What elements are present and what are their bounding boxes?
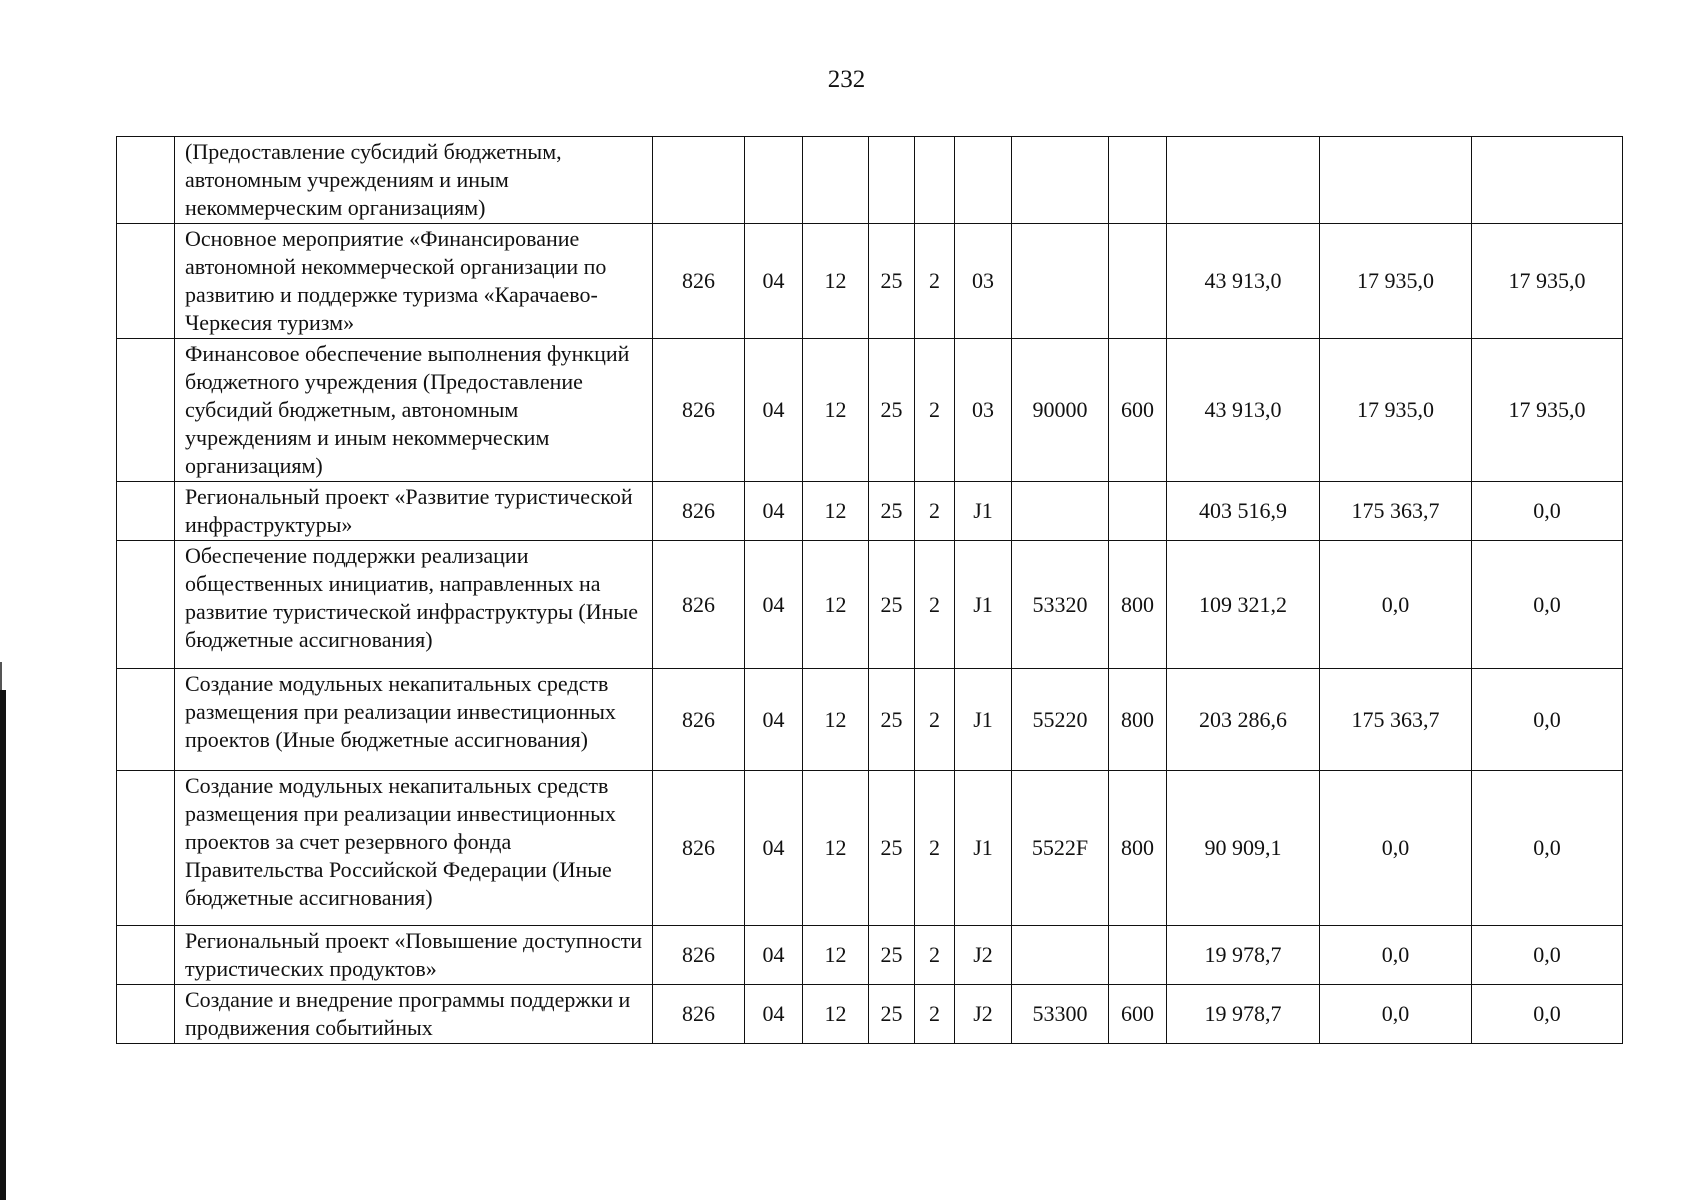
admin-code-cell: 826 xyxy=(653,926,745,985)
direction-code-cell xyxy=(1012,926,1109,985)
subsection-code-cell: 12 xyxy=(803,339,869,482)
program-code-cell: 25 xyxy=(869,926,915,985)
subprogram-code-cell: 2 xyxy=(915,926,955,985)
direction-code-cell: 55220 xyxy=(1012,669,1109,771)
amount-year1-cell: 90 909,1 xyxy=(1167,771,1320,926)
amount-year2-cell: 0,0 xyxy=(1320,985,1472,1044)
amount-year1-cell: 403 516,9 xyxy=(1167,482,1320,541)
row-number-cell xyxy=(117,771,175,926)
amount-year2-cell: 0,0 xyxy=(1320,771,1472,926)
section-code-cell: 04 xyxy=(745,926,803,985)
direction-code-cell xyxy=(1012,137,1109,224)
section-code-cell: 04 xyxy=(745,541,803,669)
event-code-cell: J1 xyxy=(955,669,1012,771)
admin-code-cell: 826 xyxy=(653,669,745,771)
subsection-code-cell: 12 xyxy=(803,541,869,669)
section-code-cell: 04 xyxy=(745,339,803,482)
program-code-cell: 25 xyxy=(869,771,915,926)
subprogram-code-cell: 2 xyxy=(915,771,955,926)
amount-year2-cell: 0,0 xyxy=(1320,541,1472,669)
item-name-cell: Основное мероприятие «Финансирование автономной некоммерческой организации по развитию и поддержке туризма «Карачаево-Черкесия туризм» xyxy=(175,224,653,339)
expense-type-cell: 600 xyxy=(1109,985,1167,1044)
scan-edge-bar xyxy=(0,690,6,1200)
table-row xyxy=(117,926,1623,985)
program-code-cell: 25 xyxy=(869,482,915,541)
item-name-cell: Финансовое обеспечение выполнения функций бюджетного учреждения (Предоставление субсидий бюджетным, автономным учреждениям и иным некоммерческим организациям) xyxy=(175,339,653,482)
row-number-cell xyxy=(117,985,175,1044)
table-row xyxy=(117,669,1623,771)
section-code-cell: 04 xyxy=(745,669,803,771)
row-number-cell xyxy=(117,137,175,224)
section-code-cell: 04 xyxy=(745,771,803,926)
admin-code-cell: 826 xyxy=(653,985,745,1044)
event-code-cell: 03 xyxy=(955,339,1012,482)
expense-type-cell xyxy=(1109,926,1167,985)
item-name-cell: (Предоставление субсидий бюджетным, автономным учреждениям и иным некоммерческим организациям) xyxy=(175,137,653,224)
program-code-cell: 25 xyxy=(869,669,915,771)
amount-year3-cell: 0,0 xyxy=(1472,985,1623,1044)
event-code-cell: J2 xyxy=(955,926,1012,985)
subsection-code-cell: 12 xyxy=(803,482,869,541)
page-number: 232 xyxy=(827,66,866,93)
subprogram-code-cell: 2 xyxy=(915,541,955,669)
scan-edge-mark xyxy=(0,662,2,692)
amount-year1-cell: 19 978,7 xyxy=(1167,985,1320,1044)
event-code-cell: J1 xyxy=(955,771,1012,926)
item-name-cell: Региональный проект «Повышение доступности туристических продуктов» xyxy=(175,926,653,985)
subprogram-code-cell: 2 xyxy=(915,482,955,541)
expense-type-cell: 800 xyxy=(1109,541,1167,669)
section-code-cell: 04 xyxy=(745,985,803,1044)
item-name-cell: Создание модульных некапитальных средств размещения при реализации инвестиционных проектов (Иные бюджетные ассигнования) xyxy=(175,669,653,771)
direction-code-cell xyxy=(1012,224,1109,339)
event-code-cell: 03 xyxy=(955,224,1012,339)
expense-type-cell xyxy=(1109,137,1167,224)
event-code-cell xyxy=(955,137,1012,224)
subprogram-code-cell xyxy=(915,137,955,224)
event-code-cell: J1 xyxy=(955,482,1012,541)
item-name-cell: Создание модульных некапитальных средств размещения при реализации инвестиционных проектов за счет резервного фонда Правительства Российской Федерации (Иные бюджетные ассигнования) xyxy=(175,771,653,926)
row-number-cell xyxy=(117,541,175,669)
subsection-code-cell xyxy=(803,137,869,224)
amount-year2-cell: 175 363,7 xyxy=(1320,482,1472,541)
amount-year3-cell: 0,0 xyxy=(1472,926,1623,985)
subprogram-code-cell: 2 xyxy=(915,985,955,1044)
admin-code-cell: 826 xyxy=(653,482,745,541)
amount-year3-cell: 0,0 xyxy=(1472,482,1623,541)
section-code-cell xyxy=(745,137,803,224)
amount-year3-cell: 0,0 xyxy=(1472,771,1623,926)
amount-year3-cell: 0,0 xyxy=(1472,541,1623,669)
program-code-cell: 25 xyxy=(869,985,915,1044)
table-row xyxy=(117,224,1623,339)
program-code-cell: 25 xyxy=(869,224,915,339)
section-code-cell: 04 xyxy=(745,482,803,541)
admin-code-cell: 826 xyxy=(653,224,745,339)
amount-year1-cell: 19 978,7 xyxy=(1167,926,1320,985)
subprogram-code-cell: 2 xyxy=(915,669,955,771)
table-row xyxy=(117,137,1623,224)
amount-year1-cell xyxy=(1167,137,1320,224)
admin-code-cell: 826 xyxy=(653,771,745,926)
event-code-cell: J2 xyxy=(955,985,1012,1044)
amount-year2-cell: 0,0 xyxy=(1320,926,1472,985)
row-number-cell xyxy=(117,339,175,482)
table-row xyxy=(117,339,1623,482)
row-number-cell xyxy=(117,926,175,985)
row-number-cell xyxy=(117,224,175,339)
admin-code-cell: 826 xyxy=(653,339,745,482)
amount-year2-cell xyxy=(1320,137,1472,224)
subsection-code-cell: 12 xyxy=(803,985,869,1044)
amount-year1-cell: 109 321,2 xyxy=(1167,541,1320,669)
direction-code-cell: 53300 xyxy=(1012,985,1109,1044)
row-number-cell xyxy=(117,669,175,771)
subsection-code-cell: 12 xyxy=(803,926,869,985)
direction-code-cell xyxy=(1012,482,1109,541)
amount-year3-cell: 17 935,0 xyxy=(1472,339,1623,482)
amount-year2-cell: 175 363,7 xyxy=(1320,669,1472,771)
amount-year3-cell xyxy=(1472,137,1623,224)
subprogram-code-cell: 2 xyxy=(915,339,955,482)
row-number-cell xyxy=(117,482,175,541)
table-row xyxy=(117,541,1623,669)
event-code-cell: J1 xyxy=(955,541,1012,669)
expense-type-cell xyxy=(1109,482,1167,541)
expense-type-cell: 600 xyxy=(1109,339,1167,482)
amount-year3-cell: 0,0 xyxy=(1472,669,1623,771)
item-name-cell: Создание и внедрение программы поддержки и продвижения событийных xyxy=(175,985,653,1044)
expense-type-cell: 800 xyxy=(1109,771,1167,926)
amount-year1-cell: 43 913,0 xyxy=(1167,339,1320,482)
subsection-code-cell: 12 xyxy=(803,224,869,339)
program-code-cell: 25 xyxy=(869,541,915,669)
amount-year1-cell: 203 286,6 xyxy=(1167,669,1320,771)
direction-code-cell: 5522F xyxy=(1012,771,1109,926)
amount-year2-cell: 17 935,0 xyxy=(1320,339,1472,482)
subprogram-code-cell: 2 xyxy=(915,224,955,339)
program-code-cell: 25 xyxy=(869,339,915,482)
subsection-code-cell: 12 xyxy=(803,669,869,771)
amount-year1-cell: 43 913,0 xyxy=(1167,224,1320,339)
admin-code-cell xyxy=(653,137,745,224)
amount-year2-cell: 17 935,0 xyxy=(1320,224,1472,339)
section-code-cell: 04 xyxy=(745,224,803,339)
item-name-cell: Региональный проект «Развитие туристической инфраструктуры» xyxy=(175,482,653,541)
table-row xyxy=(117,771,1623,926)
expense-type-cell xyxy=(1109,224,1167,339)
subsection-code-cell: 12 xyxy=(803,771,869,926)
table-row xyxy=(117,985,1623,1044)
direction-code-cell: 90000 xyxy=(1012,339,1109,482)
budget-table xyxy=(116,136,1623,1044)
admin-code-cell: 826 xyxy=(653,541,745,669)
table-row xyxy=(117,482,1623,541)
direction-code-cell: 53320 xyxy=(1012,541,1109,669)
item-name-cell: Обеспечение поддержки реализации общественных инициатив, направленных на развитие туристической инфраструктуры (Иные бюджетные ассигнования) xyxy=(175,541,653,669)
program-code-cell xyxy=(869,137,915,224)
expense-type-cell: 800 xyxy=(1109,669,1167,771)
amount-year3-cell: 17 935,0 xyxy=(1472,224,1623,339)
